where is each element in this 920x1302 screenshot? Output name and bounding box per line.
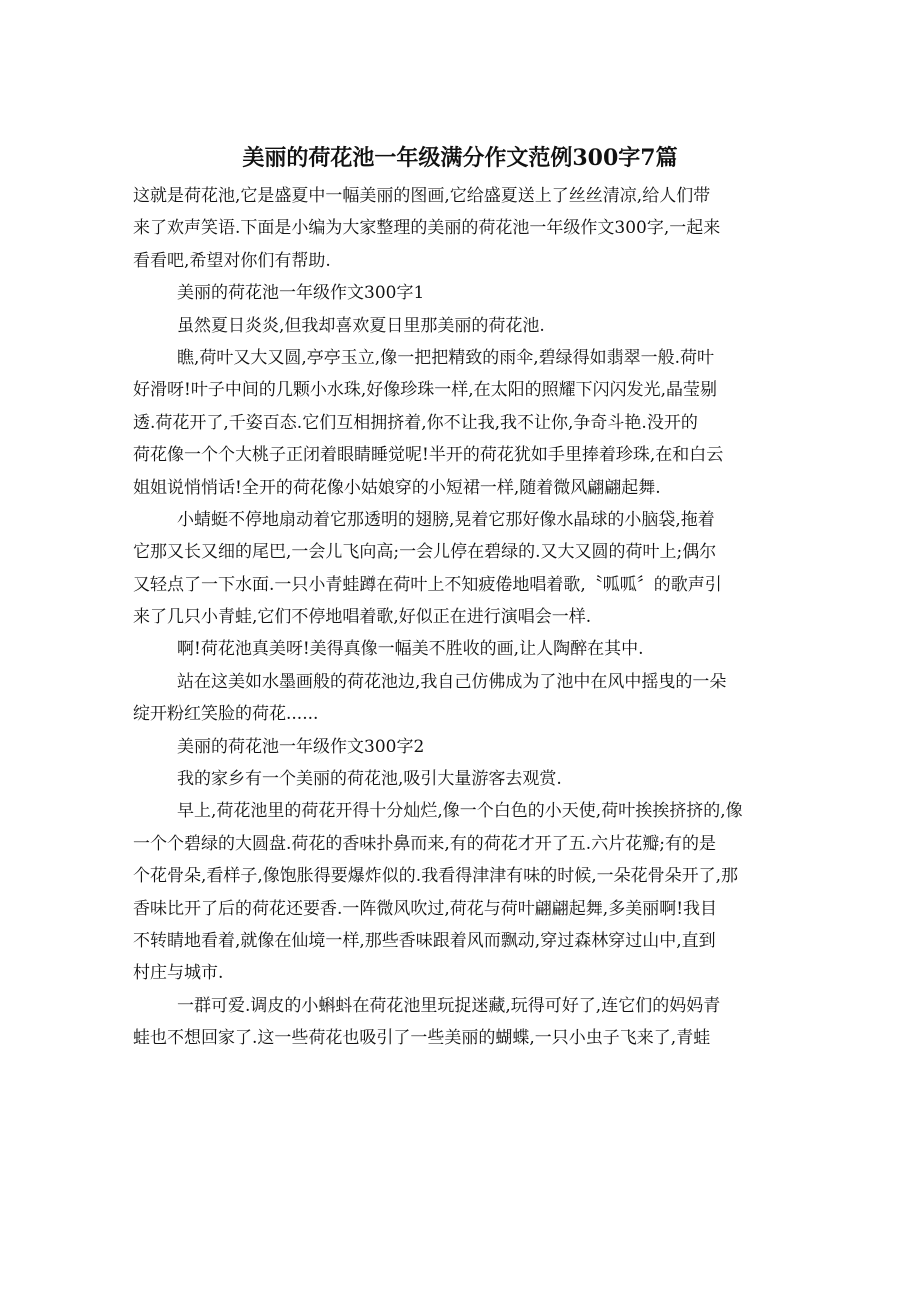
text-line: 个花骨朵,看样子,像饱胀得要爆炸似的.我看得津津有味的时候,一朵花骨朵开了,那 xyxy=(133,866,739,887)
text-line: 我的家乡有一个美丽的荷花池,吸引大量游客去观赏. xyxy=(177,769,562,790)
text-line: 美丽的荷花池一年级作文300字1 xyxy=(177,283,425,304)
text-line: 绽开粉红笑脸的荷花...... xyxy=(133,704,319,725)
text-line: 村庄与城市. xyxy=(133,963,224,984)
text-line: 站在这美如水墨画般的荷花池边,我自己仿佛成为了池中在风中摇曳的一朵 xyxy=(177,671,727,692)
text-line: 好滑呀!叶子中间的几颗小水珠,好像珍珠一样,在太阳的照耀下闪闪发光,晶莹剔 xyxy=(133,380,718,401)
text-line: 虽然夏日炎炎,但我却喜欢夏日里那美丽的荷花池. xyxy=(177,315,545,336)
text-line: 香味比开了后的荷花还要香.一阵微风吹过,荷花与荷叶翩翩起舞,多美丽啊!我目 xyxy=(133,898,718,919)
text-line: 不转睛地看着,就像在仙境一样,那些香味跟着风而飘动,穿过森林穿过山中,直到 xyxy=(133,930,716,951)
text-line: 这就是荷花池,它是盛夏中一幅美丽的图画,它给盛夏送上了丝丝清凉,给人们带 xyxy=(133,186,711,206)
document-body xyxy=(133,180,813,1055)
text-line: 瞧,荷叶又大又圆,亭亭玉立,像一把把精致的雨伞,碧绿得如翡翠一般.荷叶 xyxy=(177,347,715,368)
text-line: 来了几只小青蛙,它们不停地唱着歌,好似正在进行演唱会一样. xyxy=(133,607,592,628)
text-line: 透.荷花开了,千姿百态.它们互相拥挤着,你不让我,我不让你,争奇斗艳.没开的 xyxy=(133,412,698,433)
text-line: 姐姐说悄悄话!全开的荷花像小姑娘穿的小短裙一样,随着微风翩翩起舞. xyxy=(133,477,661,498)
text-line: 它那又长又细的尾巴,一会儿飞向高;一会儿停在碧绿的.又大又圆的荷叶上;偶尔 xyxy=(133,542,717,563)
text-line: 早上,荷花池里的荷花开得十分灿烂,像一个白色的小天使,荷叶挨挨挤挤的,像 xyxy=(177,801,743,822)
text-line: 来了欢声笑语.下面是小编为大家整理的美丽的荷花池一年级作文300字,一起来 xyxy=(133,218,721,239)
text-line: 又轻点了一下水面.一只小青蛙蹲在荷叶上不知疲倦地唱着歌,〝呱呱〞的歌声引 xyxy=(133,574,722,595)
text-line: 一群可爱.调皮的小蝌蚪在荷花池里玩捉迷藏,玩得可好了,连它们的妈妈青 xyxy=(177,995,721,1016)
text-line: 看看吧,希望对你们有帮助. xyxy=(133,250,331,271)
text-line: 荷花像一个个大桃子正闭着眼睛睡觉呢!半开的荷花犹如手里捧着珍珠,在和白云 xyxy=(133,445,724,466)
text-line: 一个个碧绿的大圆盘.荷花的香味扑鼻而来,有的荷花才开了五.六片花瓣;有的是 xyxy=(133,833,716,854)
text-line: 美丽的荷花池一年级作文300字2 xyxy=(177,736,425,757)
document-title: 美丽的荷花池一年级满分作文范例300字7篇 xyxy=(242,145,678,171)
text-line: 蛙也不想回家了.这一些荷花也吸引了一些美丽的蝴蝶,一只小虫子飞来了,青蛙 xyxy=(133,1028,711,1049)
text-line: 啊!荷花池真美呀!美得真像一幅美不胜收的画,让人陶醉在其中. xyxy=(177,639,644,660)
text-line: 小蜻蜓不停地扇动着它那透明的翅膀,晃着它那好像水晶球的小脑袋,拖着 xyxy=(177,509,715,530)
